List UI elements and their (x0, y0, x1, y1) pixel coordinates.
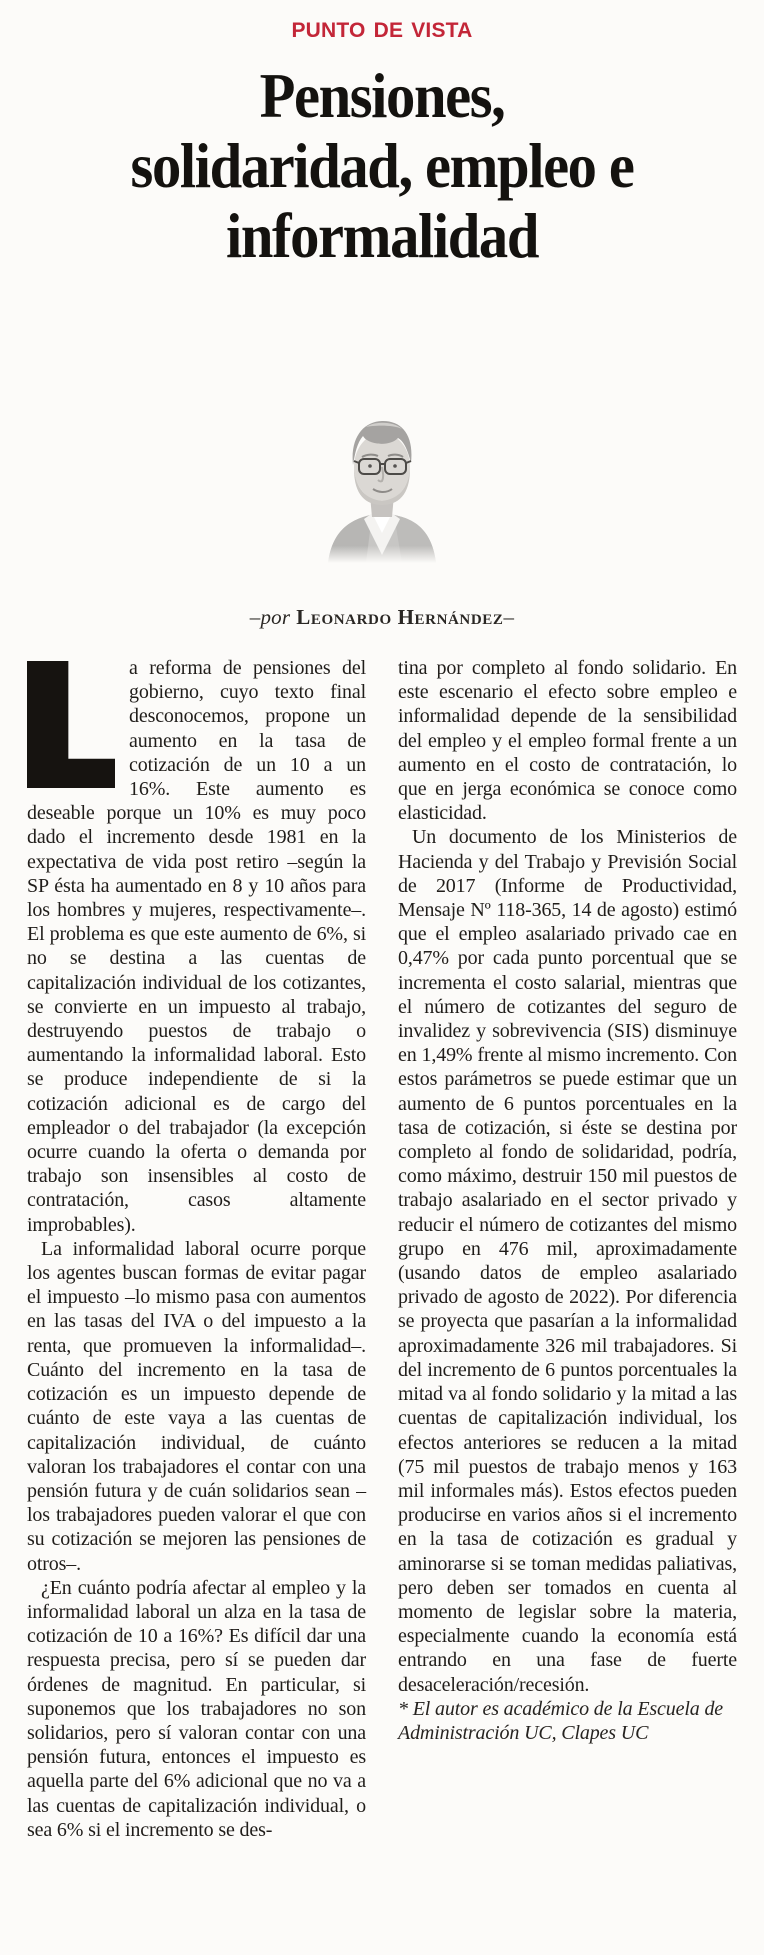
paragraph-4: Un documento de los Ministerios de Hacienda y del Trabajo y Previsión Social de 2017 (Informe de Productividad, Mensaje Nº 118-365, 14 de agosto) estimó que el empleo asalariado privado cae en 0,47% por cada punto porcentual que se incrementa el costo salarial, mientras que el número de cotizantes del seguro de invalidez y sobrevivencia (SIS) disminuye en 1,49% frente al mismo incremento. Con estos parámetros se puede estimar que un aumento de 6 puntos porcentuales en la tasa de cotización, si éste se destina por completo al fondo de solidaridad, podría, como máximo, destruir 150 mil puestos de trabajo asalariado en el sector privado y reducir el número de cotizantes del mismo grupo en 476 mil, aproximadamente (usando datos de empleo asalariado privado de agosto de 2022). Por diferencia se proyecta que pasarían a la informalidad aproximadamente 326 mil trabajadores. Si del incremento de 6 puntos porcentuales la mitad va al fondo solidario y la mitad a las cuentas de capitalización individual, los efectos anteriores se reducen a la mitad (75 mil puestos de trabajo menos y 163 mil informales más). Estos efectos pueden producirse en varios años si el incremento en la tasa de cotización es gradual y aminorarse si se toman medidas paliativas, pero deben ser tomados en cuenta al momento de legislar sobre la materia, especialmente cuando la economía está entrando en una fase de fuerte desaceleración/recesión. (398, 826, 737, 1696)
paragraph-1 (27, 656, 366, 1237)
paragraph-2: La informalidad laboral ocurre porque los agentes buscan formas de evitar pagar el impuesto –lo mismo pasa con aumentos en las tasas del IVA o del impuesto a la renta, que promueven la informalidad–. Cuánto del incremento en la tasa de cotización es un impuesto depende de cuánto de este vaya a las cuentas de capitalización individual, de cuánto valoran los trabajadores el contar con una pensión futura y de cuán solidarios sean –los trabajadores pueden valorar el que con su cotización se mejoren las pensiones de otros–. (27, 1237, 366, 1575)
author-photo (0, 405, 764, 563)
author-footnote: * El autor es académico de la Escuela de Administración UC, Clapes UC (398, 1697, 724, 1744)
body-column-left (27, 656, 366, 1842)
byline-author-name: Leonardo Hernández (296, 605, 504, 629)
title-line-1: Pensiones, (259, 61, 505, 131)
paragraph-3: ¿En cuánto podría afectar al empleo y la informalidad laboral un alza en la tasa de cotización de 10 a 16%? Es difícil dar una respuesta precisa, pero sí se pueden dar órdenes de magnitud. En particular, si suponemos que los trabajadores no son solidarios, pero sí valoran contar con una pensión futura, entonces el impuesto es aquella parte del 6% adicional que no va a las cuentas de capitalización individual, o sea 6% si el incremento se des- (27, 1576, 366, 1841)
article-body (0, 656, 764, 1842)
section-kicker: PUNTO DE VISTA (291, 19, 473, 42)
article-title (27, 61, 738, 271)
title-line-2: solidaridad, empleo e (130, 131, 634, 201)
author-portrait-photo (306, 405, 458, 563)
drop-cap (27, 661, 115, 788)
title-line-3: informalidad (225, 201, 539, 271)
body-column-right (398, 656, 737, 1842)
byline (0, 605, 764, 630)
paragraph-3-continuation: tina por completo al fondo solidario. En este escenario el efecto sobre empleo e informalidad depende de la sensibilidad del empleo y el empleo formal frente a un aumento en el costo de contratación, lo que en jerga económica se conoce como elasticidad. (398, 657, 737, 825)
byline-prefix: –por (249, 605, 291, 629)
paragraph-1-text: a reforma de pensiones del gobierno, cuyo texto final desconocemos, propone un aumento en la tasa de cotización de un 10 a un 16%. Este aumento es deseable porque un 10% es muy poco dado el incremento desde 1981 en la expectativa de vida post retiro –según la SP ésta ha aumentado en 8 y 10 años para los hombres y mujeres, respectivamente–. El problema es que este aumento de 6%, si no se destina a las cuentas de capitalización individual de los cotizantes, se convierte en un impuesto al trabajo, destruyendo puestos de trabajo o aumentando la informalidad laboral. Esto se produce independiente de si la cotización adicional es de cargo del empleador o del trabajador (la excepción ocurre cuando la oferta o demanda por trabajo son insensibles al costo de contratación, casos altamente improbables). (27, 657, 366, 1236)
byline-suffix: – (503, 605, 515, 629)
